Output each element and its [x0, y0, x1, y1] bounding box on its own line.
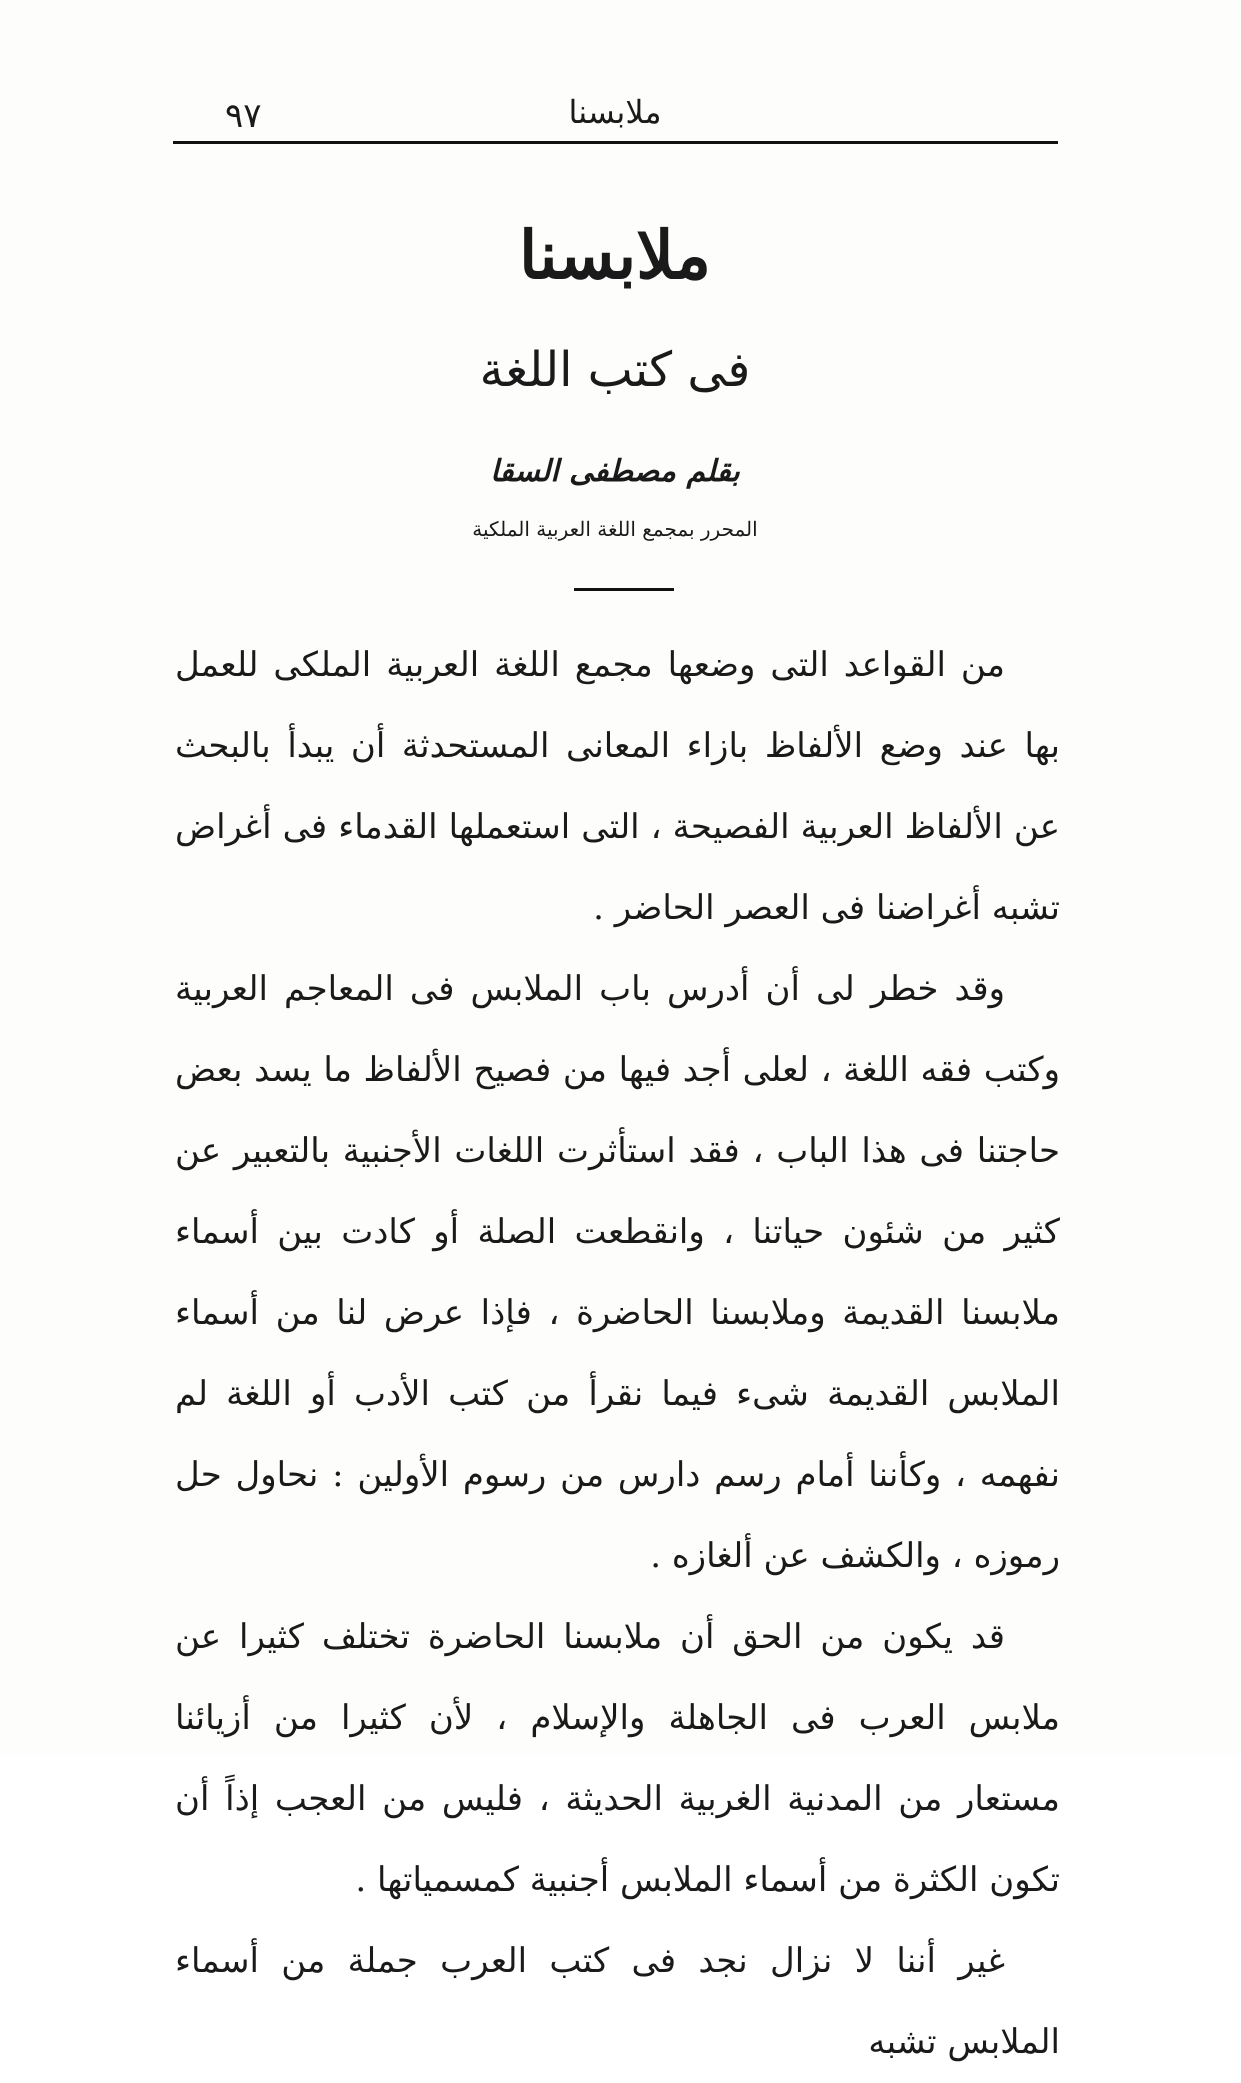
section-separator: [574, 588, 674, 591]
running-title: ملابسنا: [568, 93, 662, 131]
paragraph: قد يكون من الحق أن ملابسنا الحاضرة تختلف كثيرا عن ملابس العرب فى الجاهلة والإسلام ، لأن كثيرا من أزيائنا مستعار من المدنية الغربية الحديثة ، فليس من العجب إذاً أن تكون الكثرة من أسماء الملابس أجنبية كمسمياتها .: [175, 1617, 1060, 1900]
article-subtitle: فى كتب اللغة: [479, 342, 751, 398]
header-rule: [173, 141, 1058, 144]
article-title: ملابسنا: [518, 216, 711, 294]
paragraph: وقد خطر لى أن أدرس باب الملابس فى المعاجم العربية وكتب فقه اللغة ، لعلى أجد فيها من فصيح الألفاظ ما يسد بعض حاجتنا فى هذا الباب ، فقد استأثرت اللغات الأجنبية بالتعبير عن كثير من شئون حياتنا ، وانقطعت الصلة أو كادت بين أسماء ملابسنا القديمة وملابسنا الحاضرة ، فإذا عرض لنا من أسماء الملابس القديمة شىء فيما نقرأ من كتب الأدب أو اللغة لم نفهمه ، وكأننا أمام رسم دارس من رسوم الأولين : نحاول حل رموزه ، والكشف عن ألغازه .: [175, 969, 1060, 1576]
paragraph: من القواعد التى وضعها مجمع اللغة العربية الملكى للعمل بها عند وضع الألفاظ بازاء المعانى المستحدثة أن يبدأ بالبحث عن الألفاظ العربية الفصيحة ، التى استعملها القدماء فى أغراض تشبه أغراضنا فى العصر الحاضر .: [175, 645, 1060, 928]
author-affiliation: المحرر بمجمع اللغة العربية الملكية: [472, 517, 758, 541]
page-number: ٩٧: [225, 96, 262, 136]
author-byline: بقلم مصطفى السقا: [490, 454, 740, 489]
body-text: [175, 625, 1060, 2083]
running-header: [170, 84, 1060, 144]
paragraph: غير أننا لا نزال نجد فى كتب العرب جملة من أسماء الملابس تشبه: [175, 1941, 1060, 2062]
